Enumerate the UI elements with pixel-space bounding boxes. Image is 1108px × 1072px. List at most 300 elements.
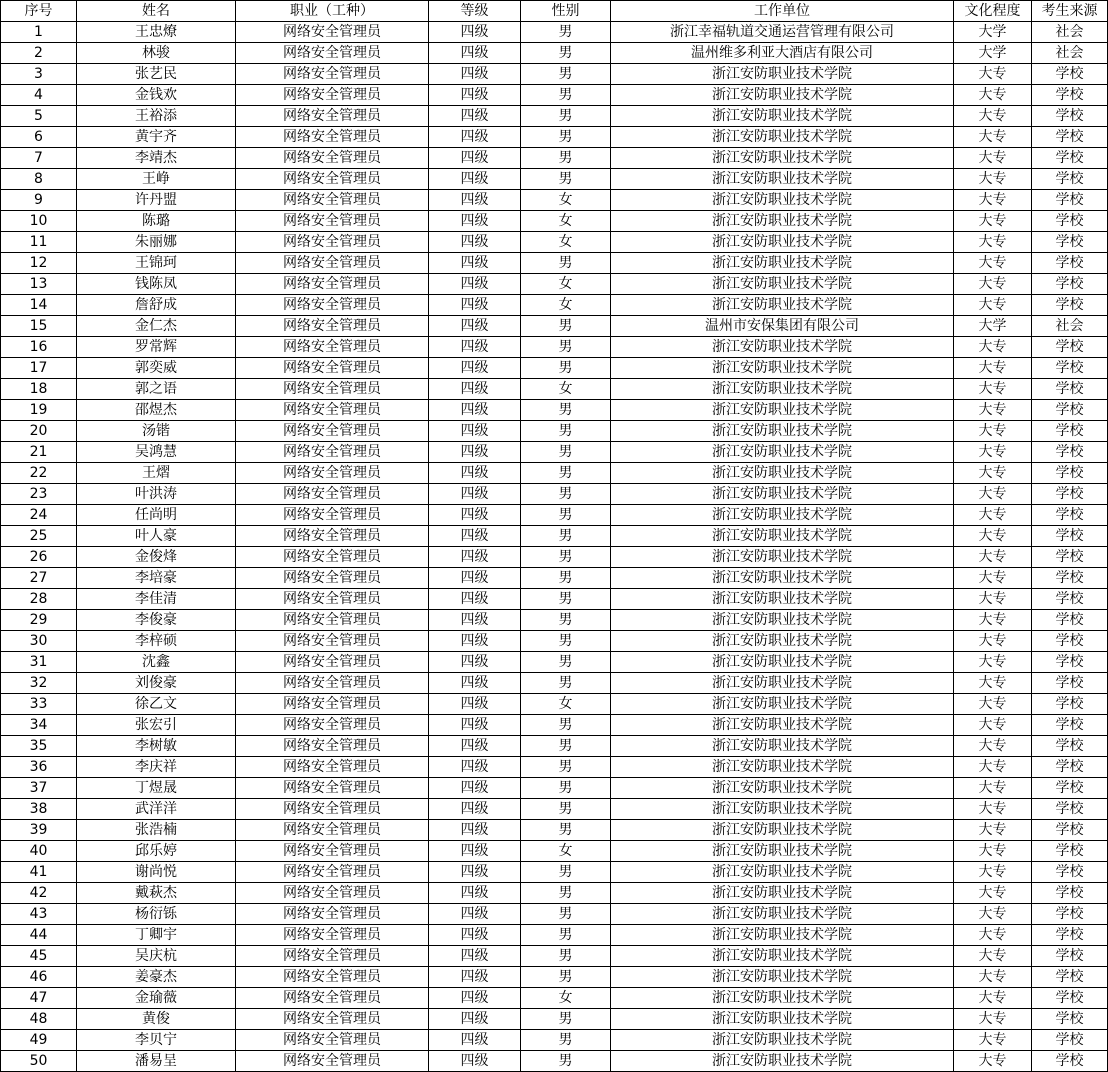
cell-education: 大专: [954, 547, 1032, 568]
cell-work-unit: 浙江安防职业技术学院: [611, 127, 954, 148]
cell-name: 徐乙文: [77, 694, 236, 715]
cell-source: 学校: [1032, 505, 1108, 526]
header-level: 等级: [429, 1, 521, 22]
cell-seq: 9: [1, 190, 77, 211]
cell-level: 四级: [429, 631, 521, 652]
cell-work-unit: 浙江安防职业技术学院: [611, 64, 954, 85]
cell-name: 张艺民: [77, 64, 236, 85]
cell-education: 大专: [954, 589, 1032, 610]
cell-name: 武洋洋: [77, 799, 236, 820]
cell-name: 詹舒成: [77, 295, 236, 316]
cell-work-unit: 浙江安防职业技术学院: [611, 883, 954, 904]
cell-occupation: 网络安全管理员: [236, 694, 429, 715]
table-row: [1, 799, 1108, 820]
cell-gender: 男: [521, 673, 611, 694]
cell-occupation: 网络安全管理员: [236, 631, 429, 652]
cell-work-unit: 浙江安防职业技术学院: [611, 757, 954, 778]
cell-level: 四级: [429, 127, 521, 148]
cell-source: 学校: [1032, 652, 1108, 673]
cell-occupation: 网络安全管理员: [236, 484, 429, 505]
cell-level: 四级: [429, 946, 521, 967]
cell-level: 四级: [429, 337, 521, 358]
cell-level: 四级: [429, 442, 521, 463]
cell-name: 李贝宁: [77, 1030, 236, 1051]
table-row: [1, 610, 1108, 631]
cell-gender: 男: [521, 946, 611, 967]
cell-name: 李靖杰: [77, 148, 236, 169]
cell-seq: 45: [1, 946, 77, 967]
cell-gender: 男: [521, 106, 611, 127]
cell-name: 钱陈凤: [77, 274, 236, 295]
cell-occupation: 网络安全管理员: [236, 43, 429, 64]
cell-source: 学校: [1032, 484, 1108, 505]
cell-source: 学校: [1032, 190, 1108, 211]
cell-name: 罗常辉: [77, 337, 236, 358]
cell-source: 学校: [1032, 148, 1108, 169]
cell-work-unit: 浙江安防职业技术学院: [611, 253, 954, 274]
cell-occupation: 网络安全管理员: [236, 274, 429, 295]
cell-source: 学校: [1032, 106, 1108, 127]
cell-education: 大专: [954, 967, 1032, 988]
cell-occupation: 网络安全管理员: [236, 295, 429, 316]
cell-work-unit: 浙江安防职业技术学院: [611, 694, 954, 715]
cell-source: 社会: [1032, 316, 1108, 337]
header-occupation: 职业（工种）: [236, 1, 429, 22]
cell-source: 学校: [1032, 715, 1108, 736]
cell-work-unit: 浙江安防职业技术学院: [611, 505, 954, 526]
cell-seq: 12: [1, 253, 77, 274]
cell-gender: 男: [521, 127, 611, 148]
cell-gender: 男: [521, 463, 611, 484]
cell-name: 黄俊: [77, 1009, 236, 1030]
cell-occupation: 网络安全管理员: [236, 946, 429, 967]
cell-work-unit: 浙江安防职业技术学院: [611, 211, 954, 232]
cell-education: 大专: [954, 400, 1032, 421]
cell-gender: 男: [521, 85, 611, 106]
cell-occupation: 网络安全管理员: [236, 799, 429, 820]
cell-seq: 34: [1, 715, 77, 736]
cell-work-unit: 浙江安防职业技术学院: [611, 526, 954, 547]
cell-level: 四级: [429, 1030, 521, 1051]
cell-seq: 20: [1, 421, 77, 442]
cell-work-unit: 浙江安防职业技术学院: [611, 85, 954, 106]
cell-gender: 男: [521, 43, 611, 64]
cell-seq: 27: [1, 568, 77, 589]
cell-occupation: 网络安全管理员: [236, 778, 429, 799]
cell-name: 金仁杰: [77, 316, 236, 337]
cell-occupation: 网络安全管理员: [236, 148, 429, 169]
cell-seq: 11: [1, 232, 77, 253]
cell-seq: 26: [1, 547, 77, 568]
cell-source: 学校: [1032, 610, 1108, 631]
cell-occupation: 网络安全管理员: [236, 253, 429, 274]
cell-name: 郭奕威: [77, 358, 236, 379]
cell-seq: 31: [1, 652, 77, 673]
cell-gender: 男: [521, 862, 611, 883]
cell-work-unit: 浙江安防职业技术学院: [611, 715, 954, 736]
cell-level: 四级: [429, 400, 521, 421]
cell-education: 大专: [954, 127, 1032, 148]
table-row: [1, 484, 1108, 505]
cell-source: 学校: [1032, 757, 1108, 778]
cell-work-unit: 浙江安防职业技术学院: [611, 1009, 954, 1030]
cell-seq: 25: [1, 526, 77, 547]
cell-source: 学校: [1032, 904, 1108, 925]
cell-source: 学校: [1032, 988, 1108, 1009]
cell-gender: 男: [521, 925, 611, 946]
cell-name: 金俊烽: [77, 547, 236, 568]
cell-seq: 23: [1, 484, 77, 505]
table-row: [1, 442, 1108, 463]
cell-education: 大专: [954, 673, 1032, 694]
cell-work-unit: 浙江安防职业技术学院: [611, 610, 954, 631]
cell-education: 大专: [954, 190, 1032, 211]
cell-education: 大学: [954, 43, 1032, 64]
cell-work-unit: 浙江安防职业技术学院: [611, 148, 954, 169]
cell-occupation: 网络安全管理员: [236, 862, 429, 883]
cell-gender: 男: [521, 169, 611, 190]
table-row: [1, 1009, 1108, 1030]
cell-occupation: 网络安全管理员: [236, 169, 429, 190]
cell-source: 学校: [1032, 274, 1108, 295]
cell-level: 四级: [429, 799, 521, 820]
cell-source: 学校: [1032, 694, 1108, 715]
cell-work-unit: 浙江安防职业技术学院: [611, 547, 954, 568]
cell-name: 黄宇齐: [77, 127, 236, 148]
cell-level: 四级: [429, 169, 521, 190]
cell-source: 学校: [1032, 337, 1108, 358]
cell-name: 许丹盟: [77, 190, 236, 211]
cell-source: 学校: [1032, 673, 1108, 694]
cell-seq: 41: [1, 862, 77, 883]
table-row: [1, 568, 1108, 589]
cell-source: 学校: [1032, 400, 1108, 421]
cell-work-unit: 浙江安防职业技术学院: [611, 421, 954, 442]
cell-name: 郭之语: [77, 379, 236, 400]
table-row: [1, 463, 1108, 484]
cell-occupation: 网络安全管理员: [236, 547, 429, 568]
cell-source: 学校: [1032, 820, 1108, 841]
cell-name: 丁卿宇: [77, 925, 236, 946]
cell-level: 四级: [429, 43, 521, 64]
cell-level: 四级: [429, 274, 521, 295]
cell-name: 王锦珂: [77, 253, 236, 274]
cell-seq: 35: [1, 736, 77, 757]
cell-gender: 男: [521, 610, 611, 631]
cell-gender: 男: [521, 400, 611, 421]
cell-work-unit: 浙江安防职业技术学院: [611, 463, 954, 484]
cell-name: 刘俊豪: [77, 673, 236, 694]
cell-education: 大专: [954, 862, 1032, 883]
cell-level: 四级: [429, 1009, 521, 1030]
cell-source: 学校: [1032, 232, 1108, 253]
cell-work-unit: 浙江安防职业技术学院: [611, 778, 954, 799]
table-row: [1, 505, 1108, 526]
cell-seq: 6: [1, 127, 77, 148]
cell-education: 大专: [954, 85, 1032, 106]
cell-occupation: 网络安全管理员: [236, 820, 429, 841]
cell-education: 大专: [954, 610, 1032, 631]
cell-work-unit: 浙江安防职业技术学院: [611, 946, 954, 967]
header-source: 考生来源: [1032, 1, 1108, 22]
cell-education: 大专: [954, 211, 1032, 232]
cell-source: 学校: [1032, 568, 1108, 589]
cell-gender: 男: [521, 22, 611, 43]
cell-seq: 4: [1, 85, 77, 106]
cell-name: 姜豪杰: [77, 967, 236, 988]
cell-source: 社会: [1032, 22, 1108, 43]
table-row: [1, 295, 1108, 316]
cell-education: 大专: [954, 946, 1032, 967]
cell-education: 大学: [954, 316, 1032, 337]
cell-education: 大专: [954, 988, 1032, 1009]
cell-level: 四级: [429, 211, 521, 232]
cell-seq: 40: [1, 841, 77, 862]
cell-gender: 女: [521, 274, 611, 295]
cell-work-unit: 温州维多利亚大酒店有限公司: [611, 43, 954, 64]
cell-gender: 男: [521, 64, 611, 85]
cell-education: 大专: [954, 883, 1032, 904]
cell-education: 大学: [954, 22, 1032, 43]
cell-seq: 36: [1, 757, 77, 778]
cell-education: 大专: [954, 295, 1032, 316]
header-education: 文化程度: [954, 1, 1032, 22]
cell-seq: 37: [1, 778, 77, 799]
cell-source: 学校: [1032, 589, 1108, 610]
cell-work-unit: 浙江安防职业技术学院: [611, 799, 954, 820]
cell-occupation: 网络安全管理员: [236, 526, 429, 547]
cell-gender: 男: [521, 337, 611, 358]
cell-work-unit: 浙江安防职业技术学院: [611, 295, 954, 316]
cell-work-unit: 浙江安防职业技术学院: [611, 379, 954, 400]
table-row: [1, 1030, 1108, 1051]
cell-education: 大专: [954, 148, 1032, 169]
cell-gender: 女: [521, 841, 611, 862]
cell-level: 四级: [429, 967, 521, 988]
cell-level: 四级: [429, 757, 521, 778]
cell-gender: 男: [521, 1009, 611, 1030]
cell-source: 学校: [1032, 211, 1108, 232]
cell-gender: 男: [521, 568, 611, 589]
cell-gender: 男: [521, 316, 611, 337]
cell-work-unit: 浙江安防职业技术学院: [611, 589, 954, 610]
cell-work-unit: 浙江安防职业技术学院: [611, 106, 954, 127]
cell-occupation: 网络安全管理员: [236, 22, 429, 43]
cell-occupation: 网络安全管理员: [236, 967, 429, 988]
cell-seq: 8: [1, 169, 77, 190]
table-row: [1, 400, 1108, 421]
table-row: [1, 22, 1108, 43]
cell-level: 四级: [429, 295, 521, 316]
cell-work-unit: 浙江安防职业技术学院: [611, 673, 954, 694]
table-row: [1, 148, 1108, 169]
cell-education: 大专: [954, 694, 1032, 715]
cell-source: 学校: [1032, 883, 1108, 904]
cell-education: 大专: [954, 526, 1032, 547]
cell-work-unit: 温州市安保集团有限公司: [611, 316, 954, 337]
table-row: [1, 694, 1108, 715]
cell-occupation: 网络安全管理员: [236, 988, 429, 1009]
cell-gender: 男: [521, 421, 611, 442]
table-row: [1, 421, 1108, 442]
cell-source: 学校: [1032, 85, 1108, 106]
table-row: [1, 652, 1108, 673]
cell-level: 四级: [429, 589, 521, 610]
table-row: [1, 85, 1108, 106]
cell-source: 学校: [1032, 127, 1108, 148]
cell-level: 四级: [429, 610, 521, 631]
cell-work-unit: 浙江安防职业技术学院: [611, 358, 954, 379]
table-row: [1, 106, 1108, 127]
cell-seq: 2: [1, 43, 77, 64]
table-row: [1, 1051, 1108, 1072]
table-row: [1, 316, 1108, 337]
table-row: [1, 547, 1108, 568]
cell-seq: 14: [1, 295, 77, 316]
cell-occupation: 网络安全管理员: [236, 463, 429, 484]
cell-work-unit: 浙江安防职业技术学院: [611, 925, 954, 946]
cell-name: 金钱欢: [77, 85, 236, 106]
cell-occupation: 网络安全管理员: [236, 85, 429, 106]
cell-gender: 男: [521, 442, 611, 463]
cell-gender: 男: [521, 484, 611, 505]
cell-gender: 女: [521, 694, 611, 715]
cell-seq: 50: [1, 1051, 77, 1072]
cell-occupation: 网络安全管理员: [236, 673, 429, 694]
cell-name: 金瑜薇: [77, 988, 236, 1009]
cell-seq: 49: [1, 1030, 77, 1051]
cell-level: 四级: [429, 736, 521, 757]
cell-name: 王裕添: [77, 106, 236, 127]
cell-name: 张浩楠: [77, 820, 236, 841]
cell-name: 王熠: [77, 463, 236, 484]
cell-gender: 女: [521, 190, 611, 211]
cell-occupation: 网络安全管理员: [236, 841, 429, 862]
cell-name: 李庆祥: [77, 757, 236, 778]
cell-level: 四级: [429, 379, 521, 400]
table-row: [1, 946, 1108, 967]
cell-occupation: 网络安全管理员: [236, 358, 429, 379]
table-row: [1, 778, 1108, 799]
cell-occupation: 网络安全管理员: [236, 505, 429, 526]
cell-gender: 男: [521, 799, 611, 820]
cell-seq: 32: [1, 673, 77, 694]
cell-name: 李梓硕: [77, 631, 236, 652]
cell-seq: 17: [1, 358, 77, 379]
cell-work-unit: 浙江安防职业技术学院: [611, 841, 954, 862]
table-row: [1, 862, 1108, 883]
cell-seq: 46: [1, 967, 77, 988]
cell-work-unit: 浙江安防职业技术学院: [611, 190, 954, 211]
cell-name: 李树敏: [77, 736, 236, 757]
cell-source: 学校: [1032, 526, 1108, 547]
cell-education: 大专: [954, 379, 1032, 400]
table-row: [1, 883, 1108, 904]
table-row: [1, 841, 1108, 862]
cell-name: 汤锴: [77, 421, 236, 442]
table-row: [1, 967, 1108, 988]
cell-education: 大专: [954, 568, 1032, 589]
table-row: [1, 379, 1108, 400]
cell-work-unit: 浙江安防职业技术学院: [611, 631, 954, 652]
cell-occupation: 网络安全管理员: [236, 610, 429, 631]
cell-occupation: 网络安全管理员: [236, 757, 429, 778]
cell-gender: 男: [521, 253, 611, 274]
cell-education: 大专: [954, 631, 1032, 652]
cell-seq: 39: [1, 820, 77, 841]
table-body: [1, 22, 1108, 1072]
cell-education: 大专: [954, 652, 1032, 673]
cell-source: 学校: [1032, 379, 1108, 400]
cell-level: 四级: [429, 652, 521, 673]
cell-level: 四级: [429, 190, 521, 211]
cell-level: 四级: [429, 148, 521, 169]
cell-occupation: 网络安全管理员: [236, 1051, 429, 1072]
cell-seq: 21: [1, 442, 77, 463]
cell-gender: 女: [521, 379, 611, 400]
cell-level: 四级: [429, 421, 521, 442]
table-row: [1, 673, 1108, 694]
cell-level: 四级: [429, 526, 521, 547]
cell-name: 李佳清: [77, 589, 236, 610]
cell-work-unit: 浙江安防职业技术学院: [611, 904, 954, 925]
cell-level: 四级: [429, 778, 521, 799]
cell-level: 四级: [429, 484, 521, 505]
table-row: [1, 589, 1108, 610]
cell-work-unit: 浙江安防职业技术学院: [611, 442, 954, 463]
cell-source: 学校: [1032, 841, 1108, 862]
cell-seq: 43: [1, 904, 77, 925]
cell-name: 丁煜晟: [77, 778, 236, 799]
cell-gender: 男: [521, 757, 611, 778]
cell-occupation: 网络安全管理员: [236, 925, 429, 946]
cell-level: 四级: [429, 925, 521, 946]
cell-source: 学校: [1032, 925, 1108, 946]
cell-work-unit: 浙江安防职业技术学院: [611, 736, 954, 757]
cell-education: 大专: [954, 757, 1032, 778]
cell-occupation: 网络安全管理员: [236, 232, 429, 253]
cell-level: 四级: [429, 673, 521, 694]
cell-name: 李培豪: [77, 568, 236, 589]
cell-work-unit: 浙江安防职业技术学院: [611, 337, 954, 358]
cell-source: 学校: [1032, 631, 1108, 652]
cell-source: 学校: [1032, 967, 1108, 988]
cell-education: 大专: [954, 274, 1032, 295]
cell-level: 四级: [429, 358, 521, 379]
cell-education: 大专: [954, 505, 1032, 526]
cell-source: 学校: [1032, 463, 1108, 484]
cell-level: 四级: [429, 463, 521, 484]
cell-education: 大专: [954, 463, 1032, 484]
cell-level: 四级: [429, 106, 521, 127]
cell-level: 四级: [429, 232, 521, 253]
cell-level: 四级: [429, 64, 521, 85]
cell-education: 大专: [954, 169, 1032, 190]
cell-seq: 16: [1, 337, 77, 358]
cell-education: 大专: [954, 64, 1032, 85]
cell-source: 学校: [1032, 1009, 1108, 1030]
cell-level: 四级: [429, 820, 521, 841]
cell-seq: 13: [1, 274, 77, 295]
cell-work-unit: 浙江安防职业技术学院: [611, 862, 954, 883]
cell-seq: 1: [1, 22, 77, 43]
cell-seq: 29: [1, 610, 77, 631]
cell-gender: 男: [521, 904, 611, 925]
table-row: [1, 64, 1108, 85]
header-gender: 性别: [521, 1, 611, 22]
table-row: [1, 337, 1108, 358]
cell-gender: 男: [521, 1051, 611, 1072]
